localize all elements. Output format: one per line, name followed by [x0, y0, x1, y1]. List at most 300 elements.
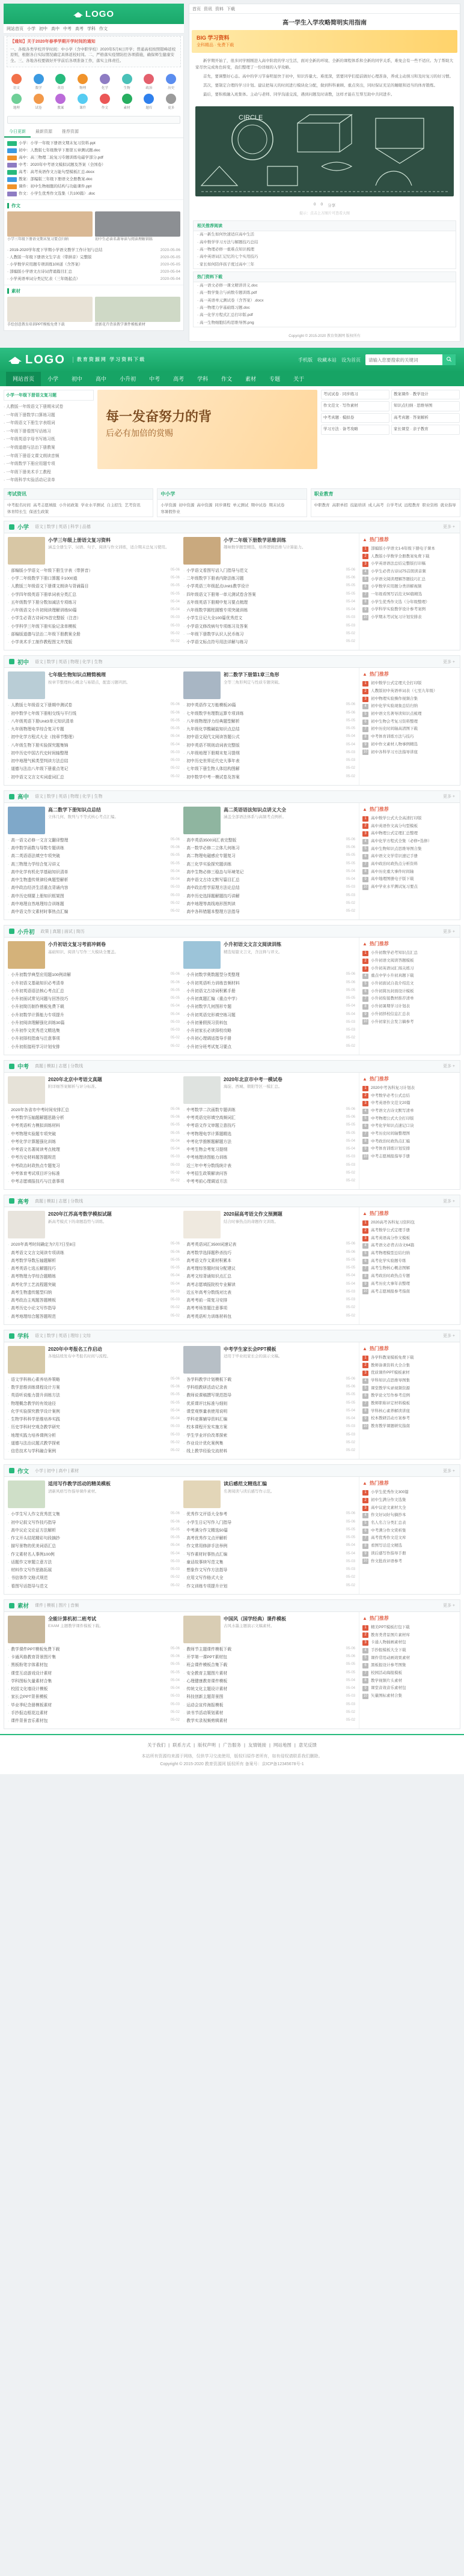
thumb-0[interactable] — [7, 297, 93, 328]
mini-nav-item-2[interactable]: 初中 — [39, 26, 47, 31]
hot-item-1-5[interactable] — [362, 718, 457, 726]
list-item[interactable] — [183, 1400, 355, 1408]
feature-title-0-1[interactable]: 小学二年级下册数学思维训练 — [224, 537, 286, 543]
subject-icon-8[interactable] — [5, 92, 28, 112]
list-item[interactable] — [183, 742, 355, 750]
hot-item-7-7[interactable] — [362, 1542, 457, 1550]
mini-tabs[interactable] — [4, 127, 183, 138]
list-item[interactable] — [183, 1162, 355, 1170]
mini-nav-item-7[interactable]: 作文 — [99, 26, 108, 31]
feature-item-5-1[interactable] — [183, 1211, 355, 1238]
list-item[interactable] — [183, 1447, 355, 1455]
subject-icon-4[interactable] — [94, 72, 116, 92]
list-item[interactable] — [8, 607, 180, 614]
quick-link-1-2[interactable]: 高中资源 — [197, 503, 213, 508]
sub-article-list[interactable] — [4, 245, 183, 285]
list-item[interactable] — [183, 908, 355, 916]
list-item[interactable] — [8, 702, 180, 709]
feature-title-5-0[interactable]: 2020年江苏高考数学模拟试题 — [48, 1211, 112, 1217]
search-input[interactable] — [365, 354, 442, 365]
list-item[interactable] — [183, 844, 355, 852]
site-search[interactable] — [365, 354, 456, 365]
footer-nav-item-2[interactable]: 版权声明 — [198, 1742, 216, 1748]
article-list-3-0[interactable] — [8, 971, 180, 1051]
list-item[interactable] — [8, 575, 180, 583]
list-item[interactable] — [183, 710, 355, 718]
list-item[interactable] — [8, 726, 180, 733]
nav-item-高中[interactable]: 高中 — [96, 376, 107, 383]
hot-item-6-8[interactable] — [362, 1415, 457, 1423]
hot-item-2-2[interactable] — [362, 830, 457, 838]
channel-tabs-1[interactable]: 语文 | 数学 | 英语 | 物理 | 化学 | 生物 — [35, 659, 103, 664]
related-item-2[interactable]: · 高一物理必修一重难点知识梳理 — [197, 247, 254, 252]
footer-nav-item-4[interactable]: 友情链接 — [248, 1742, 266, 1748]
quick-col-body-0[interactable] — [4, 500, 153, 517]
list-item[interactable] — [8, 583, 180, 590]
hero-card-3[interactable]: 知识点归纳 · 思维导图 — [391, 401, 460, 411]
article-nav-item-0[interactable]: 首页 — [192, 7, 201, 11]
hero-left-item-7[interactable]: · 一年级数学下册应用题专项 — [4, 462, 55, 467]
hot-item-3-9[interactable] — [362, 1019, 457, 1026]
list-item[interactable] — [8, 1685, 180, 1693]
channel-tabs-8[interactable]: 课件 | 模板 | 图片 | 音频 — [35, 1604, 79, 1608]
subject-icon-10[interactable] — [50, 92, 72, 112]
hot-list-1[interactable] — [362, 680, 457, 756]
list-item[interactable] — [183, 774, 355, 781]
thumb-1[interactable] — [95, 297, 180, 328]
hot-item-6-3[interactable] — [362, 1377, 457, 1385]
hero-card-2[interactable]: 作文范文 · 写作素材 — [321, 401, 389, 411]
list-item[interactable] — [8, 1400, 180, 1408]
list-item[interactable] — [183, 837, 355, 844]
list-item[interactable] — [8, 1043, 180, 1051]
subject-icon-3[interactable] — [72, 72, 94, 92]
list-item[interactable] — [8, 1702, 180, 1709]
hot-item-2-5[interactable] — [362, 853, 457, 861]
quick-link-1-4[interactable]: 单元测试 — [233, 503, 249, 508]
feature-item-6-0[interactable] — [8, 1346, 180, 1374]
list-item[interactable] — [8, 750, 180, 757]
list-item[interactable] — [183, 1297, 355, 1305]
list-item[interactable] — [8, 1130, 180, 1138]
footer-nav[interactable]: 关于我们 | 联系方式 | 版权声明 | 广告服务 | 友情链接 | 网站地图 | 意见反馈 — [147, 1742, 317, 1748]
list-item[interactable] — [8, 599, 180, 607]
mini-list-item-7[interactable] — [7, 190, 180, 198]
list-item[interactable] — [8, 710, 180, 718]
hero-banner[interactable] — [97, 390, 317, 469]
mini-list-item-4[interactable] — [7, 169, 180, 176]
hot-item-4-0[interactable] — [362, 1085, 457, 1093]
list-item[interactable] — [183, 757, 355, 765]
subject-icon-1[interactable] — [28, 72, 50, 92]
list-item[interactable] — [8, 1106, 180, 1114]
hot-item-4-4[interactable] — [362, 1115, 457, 1123]
list-item[interactable] — [8, 908, 180, 916]
list-item[interactable] — [183, 1154, 355, 1162]
list-item[interactable] — [8, 1392, 180, 1399]
mini-logo[interactable] — [73, 9, 114, 19]
subject-icon-14[interactable] — [138, 92, 160, 112]
mini-search-input[interactable] — [7, 116, 180, 124]
feature-title-3-0[interactable]: 小升初语文复习考前冲刺卷 — [48, 942, 106, 948]
article-list-0-1[interactable] — [183, 567, 355, 647]
footer-nav-item-0[interactable]: 关于我们 — [147, 1742, 166, 1748]
list-item[interactable] — [183, 1305, 355, 1312]
hot-item-5-2[interactable] — [362, 1235, 457, 1243]
channel-tabs-0[interactable]: 语文 | 数学 | 英语 | 科学 | 品德 — [35, 525, 91, 530]
hot-item-6-4[interactable] — [362, 1385, 457, 1393]
hot-item-6-1[interactable] — [362, 1362, 457, 1370]
hero-card-0[interactable]: 考试试卷 · 同步练习 — [321, 390, 389, 399]
list-item[interactable] — [8, 837, 180, 844]
mini-nav-item-3[interactable]: 高中 — [51, 26, 60, 31]
list-item[interactable] — [8, 852, 180, 860]
hot-item-3-3[interactable] — [362, 972, 457, 980]
list-item[interactable] — [183, 733, 355, 741]
hot-item-8-3[interactable] — [362, 1647, 457, 1655]
quick-link-1-7[interactable]: 寒暑假作业 — [160, 509, 180, 514]
hot-item-2-0[interactable] — [362, 815, 457, 823]
list-item[interactable] — [183, 1653, 355, 1661]
hot-list-6[interactable] — [362, 1354, 457, 1431]
hot-item-5-4[interactable] — [362, 1250, 457, 1258]
list-item[interactable] — [183, 861, 355, 868]
mini-list-item-6[interactable] — [7, 183, 180, 190]
subject-icon-11[interactable] — [72, 92, 94, 112]
quick-link-2-7[interactable]: 就业指导 — [440, 503, 456, 508]
list-item[interactable] — [183, 1003, 355, 1011]
list-item[interactable] — [183, 1535, 355, 1542]
nav-item-初中[interactable]: 初中 — [72, 376, 83, 383]
hot-item-5-1[interactable] — [362, 1227, 457, 1235]
feature-item-1-1[interactable] — [183, 671, 355, 699]
hot-list-0[interactable] — [362, 545, 457, 622]
list-item[interactable] — [183, 1551, 355, 1559]
hot-list-5[interactable] — [362, 1219, 457, 1296]
list-item[interactable] — [183, 718, 355, 726]
channel-more-5[interactable]: 更多 + — [442, 1199, 455, 1204]
like-count[interactable]: 0 — [313, 202, 316, 207]
hot-item-3-8[interactable] — [362, 1011, 457, 1019]
hot-item-2-7[interactable] — [362, 868, 457, 876]
sub-list-item-1[interactable] — [7, 254, 180, 261]
list-item[interactable] — [183, 1138, 355, 1146]
list-item[interactable] — [183, 1661, 355, 1669]
list-item[interactable] — [183, 1574, 355, 1582]
feature-item-5-0[interactable] — [8, 1211, 180, 1238]
hero-left-item-8[interactable]: · 一年级下册美术手工教程 — [4, 470, 51, 474]
list-item[interactable] — [183, 1035, 355, 1043]
list-item[interactable] — [183, 971, 355, 979]
quick-link-0-0[interactable]: 中考报名时间 — [7, 503, 31, 508]
quick-link-0-5[interactable]: 艺考资讯 — [124, 503, 141, 508]
article-banner[interactable] — [192, 30, 457, 53]
article-list-7-1[interactable] — [183, 1511, 355, 1590]
hot-item-7-6[interactable] — [362, 1535, 457, 1542]
channel-more-7[interactable]: 更多 + — [442, 1468, 455, 1473]
list-item[interactable] — [183, 1440, 355, 1447]
hot-item-0-4[interactable] — [362, 576, 457, 584]
hot-item-3-2[interactable] — [362, 965, 457, 973]
hot-item-8-7[interactable] — [362, 1677, 457, 1685]
thumb-row-2[interactable] — [4, 297, 183, 330]
feature-title-1-0[interactable]: 七年级生物知识点精简梳理 — [48, 672, 106, 678]
thumb-row[interactable] — [4, 211, 183, 245]
quick-link-0-2[interactable]: 小升初政策 — [59, 503, 79, 508]
feature-title-6-0[interactable]: 2020年中考报名工作启动 — [48, 1346, 102, 1352]
header-link-homepage[interactable]: 设为首页 — [341, 357, 361, 363]
list-item[interactable] — [8, 623, 180, 631]
list-item[interactable] — [8, 1265, 180, 1273]
list-item[interactable] — [183, 726, 355, 733]
header-link-mobile[interactable]: 手机版 — [298, 357, 313, 363]
mini-list-item-1[interactable] — [7, 147, 180, 154]
hot-item-8-9[interactable] — [362, 1693, 457, 1700]
site-logo[interactable] — [8, 353, 145, 367]
hot-item-0-5[interactable] — [362, 583, 457, 591]
quick-col-body-2[interactable] — [311, 500, 460, 510]
feature-title-2-0[interactable]: 高二数学下册知识点总结 — [48, 807, 101, 813]
nav-item-小升初[interactable]: 小升初 — [120, 376, 136, 383]
hot-item-1-7[interactable] — [362, 733, 457, 741]
hot-list-4[interactable] — [362, 1085, 457, 1161]
feature-title-7-0[interactable]: 适用写作教学活动的精美模板 — [48, 1481, 111, 1487]
list-item[interactable] — [183, 1027, 355, 1035]
hero-card-grid[interactable] — [321, 390, 460, 435]
hero-card-4[interactable]: 中考真题 · 模拟卷 — [321, 413, 389, 423]
hot-download-item-3[interactable]: · 高一物理力学基础练习题.doc — [197, 305, 250, 310]
list-item[interactable] — [183, 876, 355, 884]
list-item[interactable] — [8, 980, 180, 987]
hot-item-4-3[interactable] — [362, 1108, 457, 1115]
list-item[interactable] — [8, 844, 180, 852]
hot-item-4-6[interactable] — [362, 1130, 457, 1138]
channel-tabs-5[interactable]: 真题 | 模拟 | 志愿 | 分数线 — [35, 1199, 84, 1204]
hot-item-0-3[interactable] — [362, 568, 457, 576]
list-item[interactable] — [8, 718, 180, 726]
list-item[interactable] — [8, 893, 180, 900]
list-item[interactable] — [183, 1106, 355, 1114]
subject-icon-2[interactable] — [50, 72, 72, 92]
related-item-3[interactable]: · 高中英语词汇记忆的七个实用技巧 — [197, 255, 258, 259]
feature-item-0-0[interactable] — [8, 537, 180, 565]
related-item-1[interactable]: · 高中数学学习方法与解题技巧总结 — [197, 240, 258, 244]
hot-item-2-3[interactable] — [362, 838, 457, 846]
list-item[interactable] — [8, 1447, 180, 1455]
list-item[interactable] — [183, 591, 355, 599]
channel-tabs-3[interactable]: 政策 | 真题 | 面试 | 简历 — [40, 929, 85, 934]
list-item[interactable] — [8, 1019, 180, 1027]
hot-item-4-1[interactable] — [362, 1093, 457, 1100]
mini-nav-item-6[interactable]: 学科 — [87, 26, 96, 31]
subject-icon-13[interactable] — [116, 92, 138, 112]
list-item[interactable] — [183, 1416, 355, 1423]
feature-title-4-0[interactable]: 2020年北京中考语文真题 — [48, 1076, 102, 1082]
article-list-4-0[interactable] — [8, 1106, 180, 1186]
subject-icon-12[interactable] — [94, 92, 116, 112]
quick-link-0-3[interactable]: 学业水平测试 — [81, 503, 105, 508]
list-item[interactable] — [8, 1313, 180, 1321]
list-item[interactable] — [8, 1416, 180, 1423]
list-item[interactable] — [183, 599, 355, 607]
footer-nav-item-5[interactable]: 网站地图 — [273, 1742, 292, 1748]
mini-resource-list[interactable] — [4, 138, 183, 199]
list-item[interactable] — [8, 1281, 180, 1289]
header-link-favorite[interactable]: 收藏本站 — [317, 357, 337, 363]
hot-item-0-9[interactable] — [362, 614, 457, 622]
article-nav-item-3[interactable]: 下载 — [227, 7, 235, 11]
hot-item-6-7[interactable] — [362, 1408, 457, 1416]
related-item-4[interactable]: · 家长如何陪伴孩子度过高中三年 — [197, 262, 254, 267]
list-item[interactable] — [183, 1241, 355, 1249]
list-item[interactable] — [8, 1511, 180, 1518]
hero-card-6[interactable]: 学习方法 · 备考攻略 — [321, 425, 389, 434]
feature-item-8-0[interactable] — [8, 1616, 180, 1643]
thumb-0[interactable] — [7, 211, 93, 243]
list-item[interactable] — [8, 868, 180, 876]
list-item[interactable] — [8, 1574, 180, 1582]
list-item[interactable] — [8, 1440, 180, 1447]
hot-item-3-6[interactable] — [362, 995, 457, 1003]
feature-title-6-1[interactable]: 中考学生家长会PPT模板 — [224, 1346, 276, 1352]
nav-item-关于[interactable]: 关于 — [293, 376, 305, 383]
list-item[interactable] — [183, 1122, 355, 1130]
list-item[interactable] — [8, 1519, 180, 1527]
hot-item-1-0[interactable] — [362, 680, 457, 688]
hot-download-item-1[interactable]: · 高一数学集合与函数专题训练.pdf — [197, 291, 257, 295]
list-item[interactable] — [183, 1432, 355, 1440]
list-item[interactable] — [8, 774, 180, 781]
quick-link-0-7[interactable]: 保送生政策 — [29, 509, 49, 514]
article-list-5-0[interactable] — [8, 1241, 180, 1321]
hot-item-7-3[interactable] — [362, 1512, 457, 1520]
hot-item-1-4[interactable] — [362, 711, 457, 718]
hot-item-7-5[interactable] — [362, 1527, 457, 1535]
list-item[interactable] — [8, 987, 180, 995]
list-item[interactable] — [183, 1511, 355, 1518]
hot-item-8-4[interactable] — [362, 1655, 457, 1662]
hot-item-5-7[interactable] — [362, 1273, 457, 1280]
list-item[interactable] — [8, 1535, 180, 1542]
list-item[interactable] — [8, 1661, 180, 1669]
footer-nav-item-3[interactable]: 广告服务 — [223, 1742, 241, 1748]
feature-item-7-1[interactable] — [183, 1480, 355, 1508]
list-item[interactable] — [183, 1249, 355, 1257]
list-item[interactable] — [183, 1384, 355, 1392]
list-item[interactable] — [183, 893, 355, 900]
list-item[interactable] — [8, 1423, 180, 1431]
list-item[interactable] — [183, 623, 355, 631]
list-item[interactable] — [183, 583, 355, 590]
list-item[interactable] — [8, 1178, 180, 1186]
list-item[interactable] — [183, 852, 355, 860]
list-item[interactable] — [8, 1408, 180, 1416]
article-list-1-0[interactable] — [8, 702, 180, 781]
list-item[interactable] — [8, 765, 180, 773]
list-item[interactable] — [183, 1265, 355, 1273]
list-item[interactable] — [183, 1392, 355, 1399]
list-item[interactable] — [183, 1281, 355, 1289]
list-item[interactable] — [8, 1559, 180, 1566]
quick-link-2-6[interactable]: 职业资格 — [422, 503, 438, 508]
subject-icon-5[interactable] — [116, 72, 138, 92]
hot-list-8[interactable] — [362, 1624, 457, 1700]
quick-link-1-6[interactable]: 期末试卷 — [269, 503, 285, 508]
feature-item-7-0[interactable] — [8, 1480, 180, 1508]
list-item[interactable] — [8, 1011, 180, 1019]
hot-item-8-8[interactable] — [362, 1685, 457, 1693]
list-item[interactable] — [183, 900, 355, 908]
article-nav-item-2[interactable]: 资料 — [215, 7, 224, 11]
search-button[interactable] — [442, 354, 456, 365]
hero-left-item-5[interactable]: · 一年级道德与法治下册教案 — [4, 445, 55, 450]
hot-item-2-6[interactable] — [362, 861, 457, 868]
article-list-4-1[interactable] — [183, 1106, 355, 1186]
hot-item-1-9[interactable] — [362, 749, 457, 757]
list-item[interactable] — [8, 1114, 180, 1122]
feature-item-3-1[interactable] — [183, 941, 355, 969]
list-item[interactable] — [8, 995, 180, 1003]
feature-title-8-0[interactable]: 全能计算机初二班考试 — [48, 1616, 96, 1622]
quick-col-body-1[interactable] — [157, 500, 306, 517]
list-item[interactable] — [8, 1241, 180, 1249]
list-item[interactable] — [183, 1114, 355, 1122]
article-list-0-0[interactable] — [8, 567, 180, 647]
list-item[interactable] — [8, 1138, 180, 1146]
article-list-1-1[interactable] — [183, 702, 355, 781]
hot-item-3-1[interactable] — [362, 957, 457, 965]
hot-list-3[interactable] — [362, 950, 457, 1026]
article-nav-item-1[interactable]: 资讯 — [204, 7, 212, 11]
list-item[interactable] — [183, 1670, 355, 1677]
list-item[interactable] — [183, 1289, 355, 1297]
list-item[interactable] — [183, 1313, 355, 1321]
hot-item-5-3[interactable] — [362, 1242, 457, 1250]
list-item[interactable] — [183, 1646, 355, 1653]
quick-link-2-0[interactable]: 中职教育 — [314, 503, 330, 508]
list-item[interactable] — [8, 638, 180, 646]
nav-item-专题[interactable]: 专题 — [269, 376, 281, 383]
quick-link-2-4[interactable]: 自学考试 — [386, 503, 402, 508]
list-item[interactable] — [8, 1297, 180, 1305]
hot-item-4-5[interactable] — [362, 1123, 457, 1130]
hot-item-2-1[interactable] — [362, 823, 457, 831]
list-item[interactable] — [183, 1011, 355, 1019]
channel-more-6[interactable]: 更多 + — [442, 1334, 455, 1339]
list-item[interactable] — [8, 900, 180, 908]
list-item[interactable] — [183, 1376, 355, 1384]
mini-tab-2[interactable]: 推荐资源 — [62, 129, 79, 134]
quick-link-1-3[interactable]: 同步课程 — [215, 503, 231, 508]
article-list-5-1[interactable] — [183, 1241, 355, 1321]
list-item[interactable] — [183, 1677, 355, 1685]
hot-download-item-4[interactable]: · 高一化学方程式汇总打印版.pdf — [197, 313, 253, 318]
channel-more-8[interactable]: 更多 + — [442, 1604, 455, 1608]
hero-left-item-0[interactable]: · 人教版一年级语文下册期末试卷 — [4, 405, 64, 410]
quick-link-2-3[interactable]: 成人高考 — [368, 503, 384, 508]
hot-item-3-4[interactable] — [362, 980, 457, 988]
hot-item-6-9[interactable] — [362, 1423, 457, 1431]
quick-link-2-1[interactable]: 高职单招 — [332, 503, 348, 508]
feature-item-8-1[interactable] — [183, 1616, 355, 1643]
sub-list-item-3[interactable] — [7, 268, 180, 276]
article-list-3-1[interactable] — [183, 971, 355, 1051]
feature-item-2-1[interactable] — [183, 807, 355, 834]
nav-item-学科[interactable]: 学科 — [197, 376, 209, 383]
list-item[interactable] — [183, 1693, 355, 1701]
list-item[interactable] — [8, 733, 180, 741]
hero-left-item-9[interactable]: · 一年级科学实验活动记录单 — [4, 478, 55, 483]
